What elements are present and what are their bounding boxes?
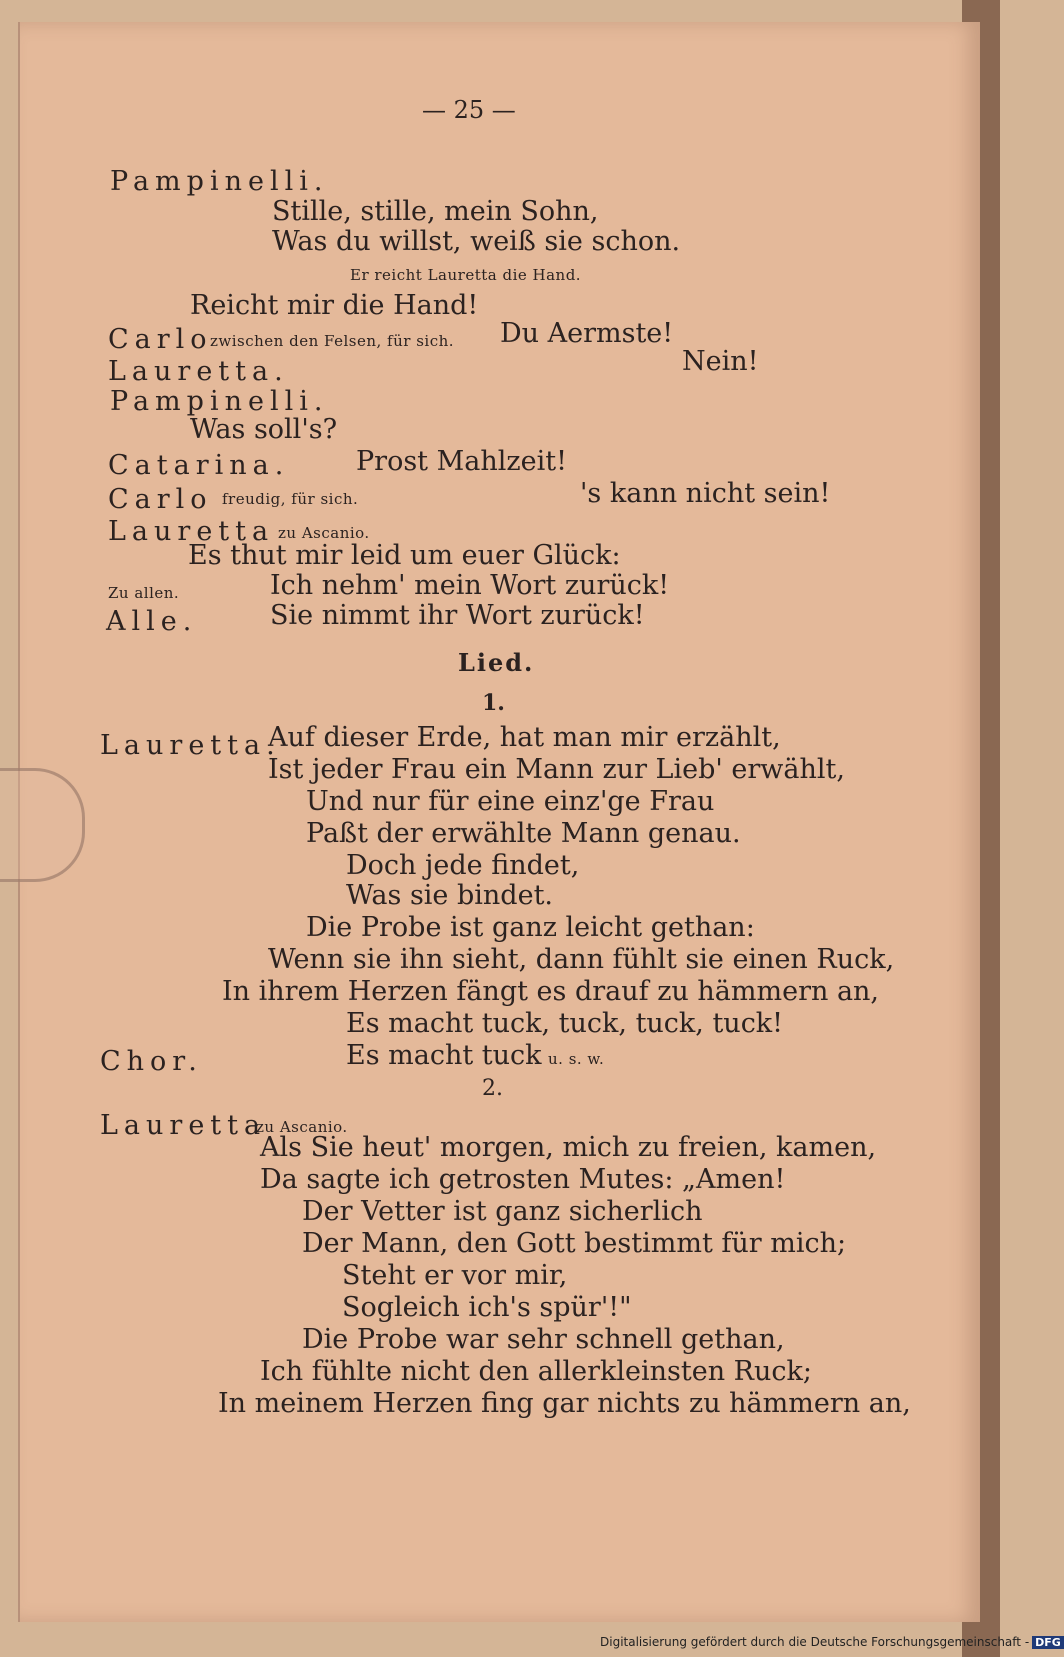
speaker-alle: Alle. [106,606,198,637]
digitization-credit [600,1635,1064,1649]
direction-lauretta-2: zu Ascanio. [278,524,370,542]
verse2-line-8: Ich fühlte nicht den allerkleinsten Ruck; [260,1356,812,1387]
verse-2-number: 2. [482,1076,503,1101]
line-3: Reicht mir die Hand! [190,290,479,321]
verse1-line-6: Was sie bindet. [346,880,553,911]
speaker-lauretta-verse2: Lauretta [100,1110,267,1141]
speaker-chor: Chor. [100,1046,203,1077]
direction-carlo-1: zwischen den Felsen, für sich. [210,332,455,350]
line-2: Was du willst, weiß sie schon. [272,226,681,257]
verse2-line-1: Als Sie heut' morgen, mich zu freien, kamen, [260,1132,877,1163]
direction-carlo-2: freudig, für sich. [222,490,359,508]
verse1-line-7: Die Probe ist ganz leicht gethan: [306,912,755,943]
verse2-line-4: Der Mann, den Gott bestimmt für mich; [302,1228,847,1259]
direction-zu-allen: Zu allen. [108,584,180,602]
verse2-line-7: Die Probe war sehr schnell gethan, [302,1324,785,1355]
line-5: Es thut mir leid um euer Glück: [188,540,621,571]
speaker-lauretta-2: Lauretta [108,516,275,547]
page-number: — 25 — [422,96,516,124]
verse1-line-3: Und nur für eine einz'ge Frau [306,786,715,817]
verse2-line-6: Sogleich ich's spür'!" [342,1292,632,1323]
verse2-line-3: Der Vetter ist ganz sicherlich [302,1196,703,1227]
speaker-carlo-2: Carlo [108,484,213,515]
verse-1-number: 1. [482,690,505,716]
speaker-pampinelli-1: Pampinelli. [110,166,329,197]
verse1-line-4: Paßt der erwählte Mann genau. [306,818,741,849]
stage-direction-1: Er reicht Lauretta die Hand. [350,266,582,284]
line-carlo-2: 's kann nicht sein! [580,478,831,509]
verse1-line-5: Doch jede findet, [346,850,580,881]
line-zu-allen: Ich nehm' mein Wort zurück! [270,570,670,601]
speaker-lauretta-1: Lauretta. [108,356,289,387]
verse2-line-5: Steht er vor mir, [342,1260,568,1291]
line-catarina: Prost Mahlzeit! [356,446,567,477]
line-1: Stille, stille, mein Sohn, [272,196,599,227]
page-clip [0,768,85,882]
line-alle: Sie nimmt ihr Wort zurück! [270,600,645,631]
line-lauretta-1: Nein! [682,346,759,377]
chor-line: Es macht tuck [346,1040,542,1071]
verse1-line-1: Auf dieser Erde, hat man mir erzählt, [268,722,781,753]
line-4: Was soll's? [190,414,338,445]
verse1-line-2: Ist jeder Frau ein Mann zur Lieb' erwählt, [268,754,845,785]
speaker-lauretta-verse1: Lauretta. [100,730,281,761]
speaker-carlo-1: Carlo [108,324,213,355]
line-carlo-1: Du Aermste! [500,318,674,349]
song-title: Lied. [458,648,535,677]
verse1-line-10: Es macht tuck, tuck, tuck, tuck! [346,1008,784,1039]
verse2-line-9: In meinem Herzen fing gar nichts zu hämmern an, [218,1388,911,1419]
verse2-line-2: Da sagte ich getrosten Mutes: „Amen! [260,1164,786,1195]
verse1-line-9: In ihrem Herzen fängt es drauf zu hämmern an, [222,976,880,1007]
credit-text: Digitalisierung gefördert durch die Deutsche Forschungsgemeinschaft - [600,1635,1030,1649]
dfg-logo: DFG [1032,1636,1064,1649]
verse1-line-8: Wenn sie ihn sieht, dann fühlt sie einen Ruck, [268,944,895,975]
speaker-catarina: Catarina. [108,450,290,481]
chor-abbreviation: u. s. w. [548,1050,605,1068]
direction-lauretta-verse2: zu Ascanio. [256,1118,348,1136]
speaker-pampinelli-2: Pampinelli. [110,386,329,417]
